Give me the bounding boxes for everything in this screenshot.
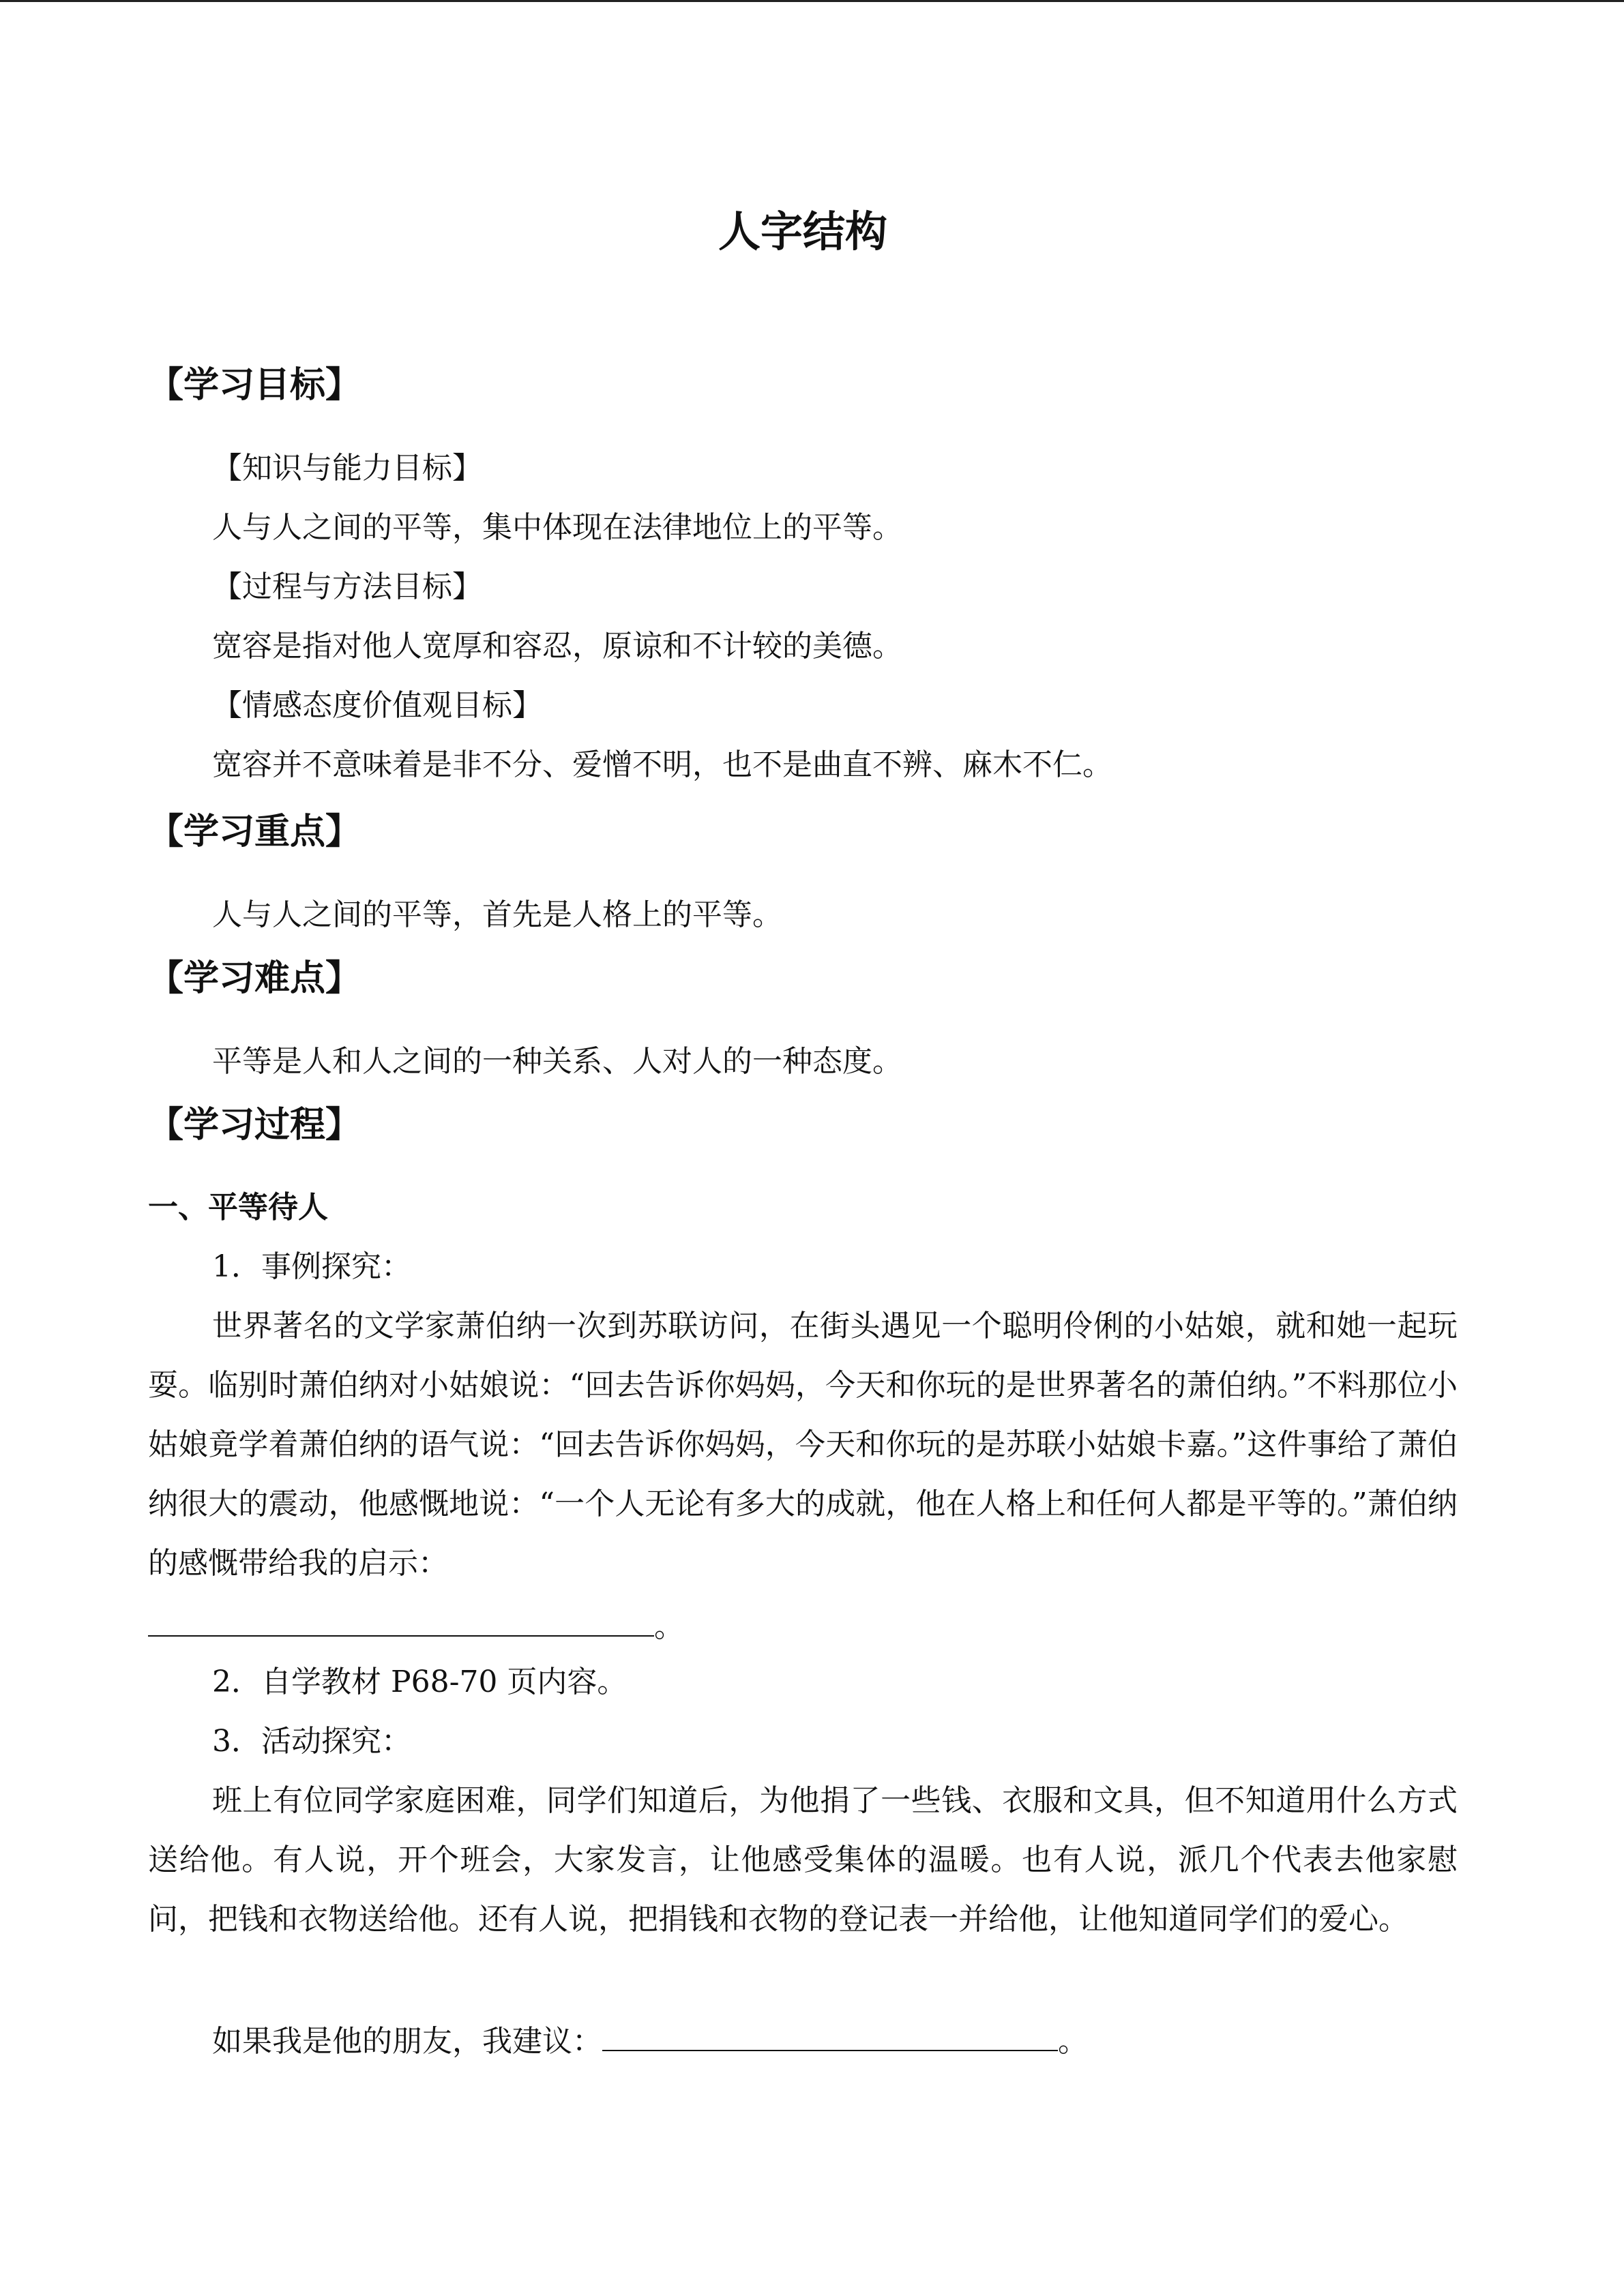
suggestion-blank[interactable] <box>602 2017 1058 2051</box>
emotion-goal-label: 【情感态度价值观目标】 <box>212 688 542 723</box>
knowledge-goal-text: 人与人之间的平等，集中体现在法律地位上的平等。 <box>212 510 902 545</box>
process-goal-label: 【过程与方法目标】 <box>212 569 482 604</box>
item1-answer-line <box>148 1602 684 1648</box>
process-heading: 【学习过程】 <box>148 1105 361 1146</box>
key-points-text: 人与人之间的平等，首先是人格上的平等。 <box>212 897 782 932</box>
item1-label: 1．事例探究： <box>212 1249 411 1284</box>
part1-heading: 一、平等待人 <box>148 1190 328 1225</box>
item3-label: 3．活动探究： <box>212 1724 411 1759</box>
answer-blank[interactable] <box>148 1602 654 1637</box>
suggestion-line <box>212 2017 1088 2062</box>
emotion-goal-text: 宽容并不意味着是非不分、爱憎不明，也不是曲直不辨、麻木不仁。 <box>212 747 1112 782</box>
suggestion-period: 。 <box>1058 2024 1088 2059</box>
process-goal-text: 宽容是指对他人宽厚和容忍，原谅和不计较的美德。 <box>212 629 902 664</box>
key-points-heading: 【学习重点】 <box>148 811 361 852</box>
item3-story: 班上有位同学家庭困难，同学们知道后，为他捐了一些钱、衣服和文具，但不知道用什么方式送给他。有人说，开个班会，大家发言，让他感受集体的温暖。也有人说，派几个代表去他家慰问，把钱和衣物送给他。还有人说，把捐钱和衣物的登记表一并给他，让他知道同学们的爱心。 <box>148 1783 1458 1937</box>
difficulties-heading: 【学习难点】 <box>148 958 361 999</box>
knowledge-goal-label: 【知识与能力目标】 <box>212 451 482 486</box>
suggestion-prefix: 如果我是他的朋友，我建议： <box>212 2024 602 2059</box>
top-border-rule <box>0 0 1624 2</box>
difficulties-text: 平等是人和人之间的一种关系、人对人的一种态度。 <box>212 1044 902 1079</box>
objectives-heading: 【学习目标】 <box>148 365 361 406</box>
item2-text: 2．自学教材 P68-70 页内容。 <box>212 1665 628 1699</box>
item1-story: 世界著名的文学家萧伯纳一次到苏联访问，在街头遇见一个聪明伶俐的小姑娘，就和她一起玩耍。临别时萧伯纳对小姑娘说：“回去告诉你妈妈，今天和你玩的是世界著名的萧伯纳。”不料那位小姑娘竟学着萧伯纳的语气说：“回去告诉你妈妈，今天和你玩的是苏联小姑娘卡嘉。”这件事给了萧伯纳很大的震动，他感慨地说：“一个人无论有多大的成就，他在人格上和任何人都是平等的。”萧伯纳的感慨带给我的启示： <box>148 1309 1458 1581</box>
answer-blank-period: 。 <box>654 1609 684 1644</box>
page-title: 人字结构 <box>718 207 887 256</box>
